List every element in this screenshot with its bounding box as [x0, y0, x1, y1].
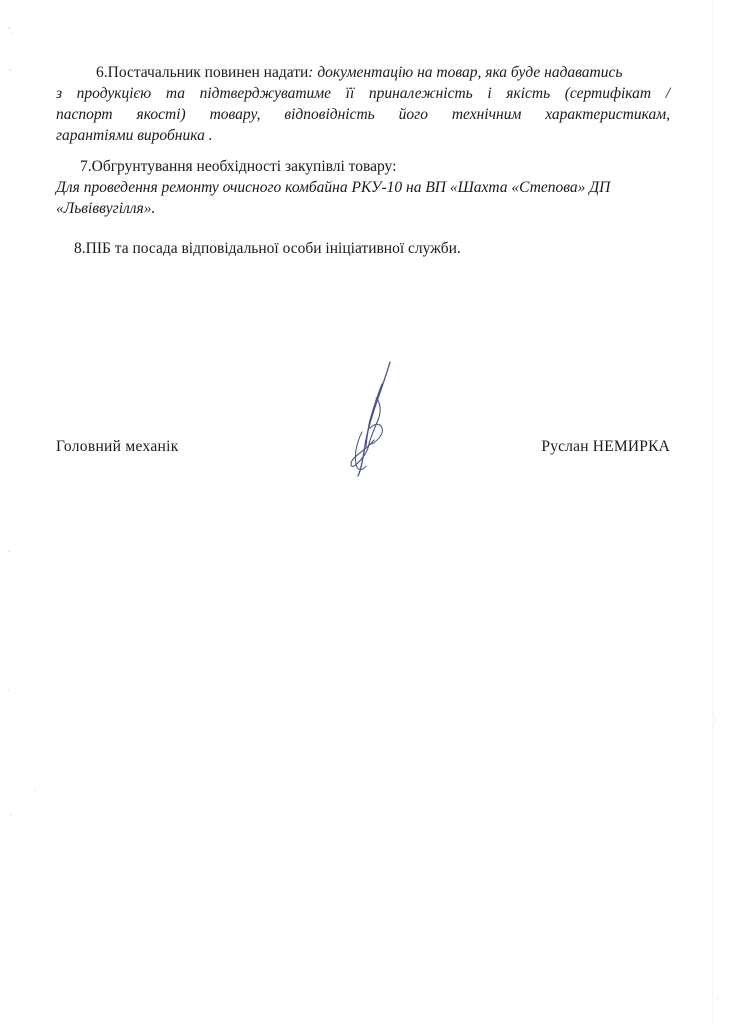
section-6-line-3: паспорт якості) товару, відповідність його технічним характеристикам,: [56, 106, 670, 123]
section-6-line-2: з продукцією та підтверджуватиме її приналежність і якість (сертифікат /: [56, 85, 670, 102]
section-6-line-1-rest: : документацію на товар, яка буде надаватись: [308, 64, 623, 81]
section-7-line-1: Для проведення ремонту очисного комбайна РКУ-10 на ВП «Шахта «Степова» ДП: [56, 179, 611, 196]
section-6-line-1: [56, 62, 670, 83]
section-7-line-2: «Львіввугілля».: [56, 200, 156, 217]
section-7-justification: [56, 156, 670, 219]
handwritten-signature-icon: [340, 358, 400, 482]
section-6-line-4: гарантіями виробника .: [56, 127, 213, 144]
signer-name: Руслан НЕМИРКА: [541, 438, 670, 455]
section-8-heading: 8.ПІБ та посада відповідальної особи ініціативної служби.: [74, 240, 461, 257]
signer-position: Головний механік: [56, 438, 179, 455]
section-6-lead: 6.Постачальник повинен надати: [96, 64, 309, 81]
section-7-heading: 7.Обгрунтування необхідності закупівлі товару:: [80, 158, 397, 175]
section-6-supplier-documents: [56, 62, 670, 146]
section-8-responsible-person: [56, 238, 670, 259]
